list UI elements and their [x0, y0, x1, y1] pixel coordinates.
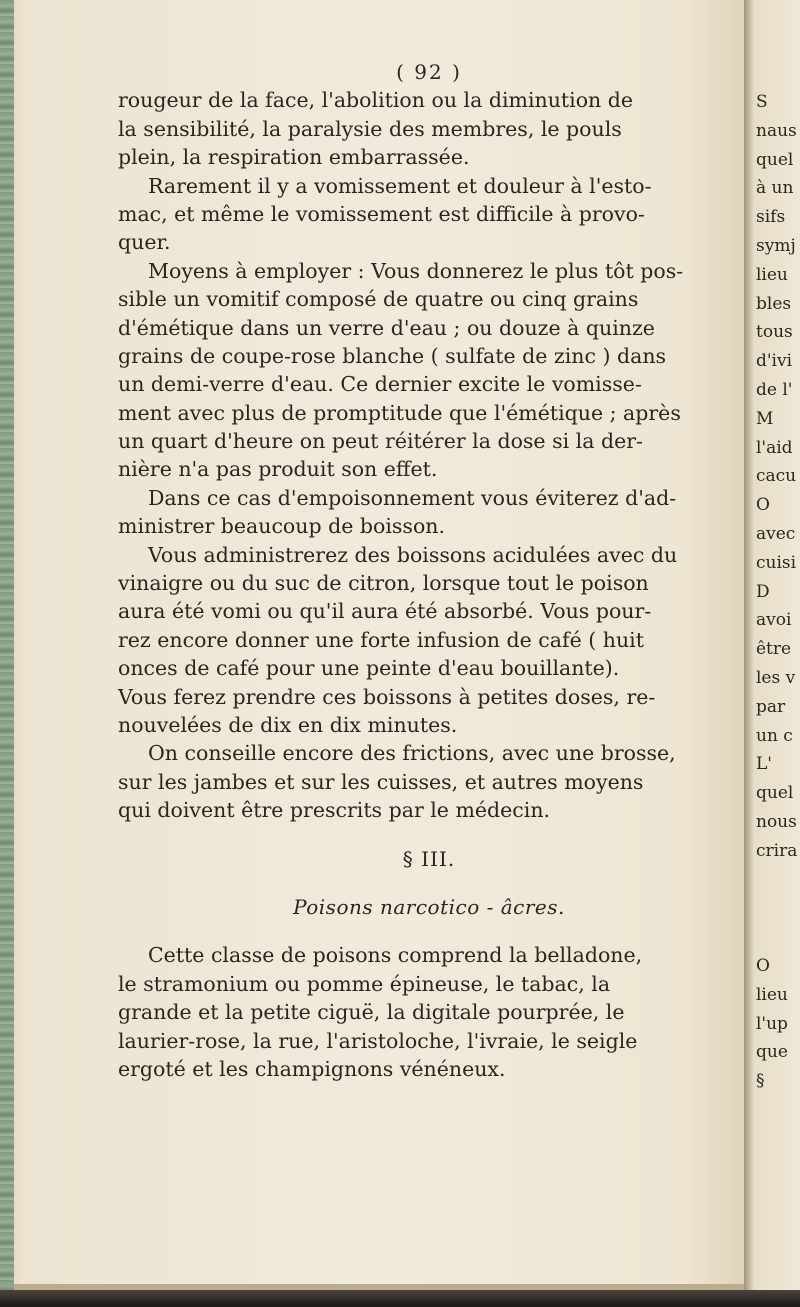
facing-line: [756, 894, 800, 923]
text-line: rez encore donner une forte infusion de café ( huit: [118, 627, 644, 652]
facing-line: tous: [756, 322, 793, 343]
facing-line: M: [756, 408, 774, 429]
spacer: [118, 873, 740, 893]
page-body: [118, 58, 740, 1083]
page-binding-edge: [0, 0, 14, 1290]
facing-line: que: [756, 1042, 788, 1063]
text-line: Rarement il y a vomissement et douleur à l'esto-: [148, 173, 652, 198]
facing-line: l'aid: [756, 437, 793, 458]
text-line: sible un vomitif composé de quatre ou cinq grains: [118, 287, 639, 312]
facing-line: d'ivi: [756, 351, 793, 372]
text-line: d'émétique dans un verre d'eau ; ou douze à quinze: [118, 315, 655, 340]
section-heading: § III.: [402, 846, 456, 871]
text-line: ergoté et les champignons vénéneux.: [118, 1056, 506, 1081]
facing-line: par: [756, 696, 786, 717]
facing-line: avoi: [756, 610, 792, 631]
facing-line: naus: [756, 120, 797, 141]
text-line: ment avec plus de promptitude que l'émétique ; après: [118, 400, 681, 425]
facing-line: O: [756, 495, 770, 516]
text-line: mac, et même le vomissement est difficile à provo-: [118, 201, 645, 226]
facing-line: quel: [756, 783, 794, 804]
facing-line: §: [756, 1071, 765, 1092]
text-line: grains de coupe-rose blanche ( sulfate de zinc ) dans: [118, 343, 667, 368]
facing-line: cacu: [756, 466, 797, 487]
facing-line: lieu: [756, 984, 788, 1005]
facing-line: nous: [756, 811, 797, 832]
facing-line: l'up: [756, 1013, 788, 1034]
facing-line: symj: [756, 235, 796, 256]
text-line: le stramonium ou pomme épineuse, le tabac, la: [118, 971, 611, 996]
facing-line: [756, 866, 800, 895]
text-line: grande et la petite ciguë, la digitale pourprée, le: [118, 1000, 625, 1025]
facing-line: les v: [756, 667, 796, 688]
facing-line: S: [756, 92, 768, 112]
facing-page-text: [756, 88, 800, 1096]
text-line: ministrer beaucoup de boisson.: [118, 514, 445, 539]
facing-line: un c: [756, 725, 793, 746]
facing-line: D: [756, 581, 770, 602]
text-line: qui doivent être prescrits par le médecin.: [118, 798, 551, 823]
text-line: nouvelées de dix en dix minutes.: [118, 712, 458, 737]
text-line: onces de café pour une peinte d'eau bouillante).: [118, 656, 620, 681]
text-line: rougeur de la face, l'abolition ou la diminution de: [118, 88, 634, 113]
text-line: un demi-verre d'eau. Ce dernier excite le vomisse-: [118, 372, 642, 397]
text-line: un quart d'heure on peut réitérer la dose si la der-: [118, 429, 643, 454]
facing-line: crira: [756, 840, 798, 861]
facing-line: de l': [756, 379, 793, 400]
spacer: [118, 921, 740, 941]
facing-line: lieu: [756, 264, 788, 285]
facing-line: sifs: [756, 207, 786, 228]
book-bottom-edge: [0, 1290, 800, 1307]
text-line: On conseille encore des frictions, avec une brosse,: [148, 741, 676, 766]
facing-line: à un: [756, 178, 794, 199]
text-line: nière n'a pas produit son effet.: [118, 457, 438, 482]
text-line: laurier-rose, la rue, l'aristoloche, l'ivraie, le seigle: [118, 1028, 638, 1053]
book-page-right-edge: [744, 0, 800, 1290]
text-line: aura été vomi ou qu'il aura été absorbé. Vous pour-: [118, 599, 652, 624]
text-line: Vous administrerez des boissons acidulées avec du: [148, 542, 678, 567]
facing-line: avec: [756, 523, 796, 544]
text-line: Moyens à employer : Vous donnerez le plus tôt pos-: [148, 258, 684, 283]
text-line: Vous ferez prendre ces boissons à petites doses, re-: [118, 684, 656, 709]
text-line: Dans ce cas d'empoisonnement vous éviterez d'ad-: [148, 485, 677, 510]
text-line: quer.: [118, 230, 171, 255]
text-line: Cette classe de poisons comprend la belladone,: [148, 943, 643, 968]
text-line: plein, la respiration embarrassée.: [118, 145, 470, 170]
text-line: la sensibilité, la paralysie des membres, le pouls: [118, 116, 622, 141]
section-subheading: Poisons narcotico - âcres.: [293, 894, 565, 919]
facing-line: [756, 923, 800, 952]
page-number: ( 92 ): [396, 60, 462, 84]
facing-line: bles: [756, 293, 792, 314]
spacer: [118, 825, 740, 845]
facing-line: quel: [756, 149, 794, 170]
text-line: sur les jambes et sur les cuisses, et autres moyens: [118, 769, 644, 794]
facing-line: cuisi: [756, 552, 797, 573]
facing-line: L': [756, 754, 772, 775]
text-line: vinaigre ou du suc de citron, lorsque tout le poison: [118, 571, 649, 596]
facing-line: être: [756, 639, 792, 660]
facing-line: O: [756, 955, 770, 976]
